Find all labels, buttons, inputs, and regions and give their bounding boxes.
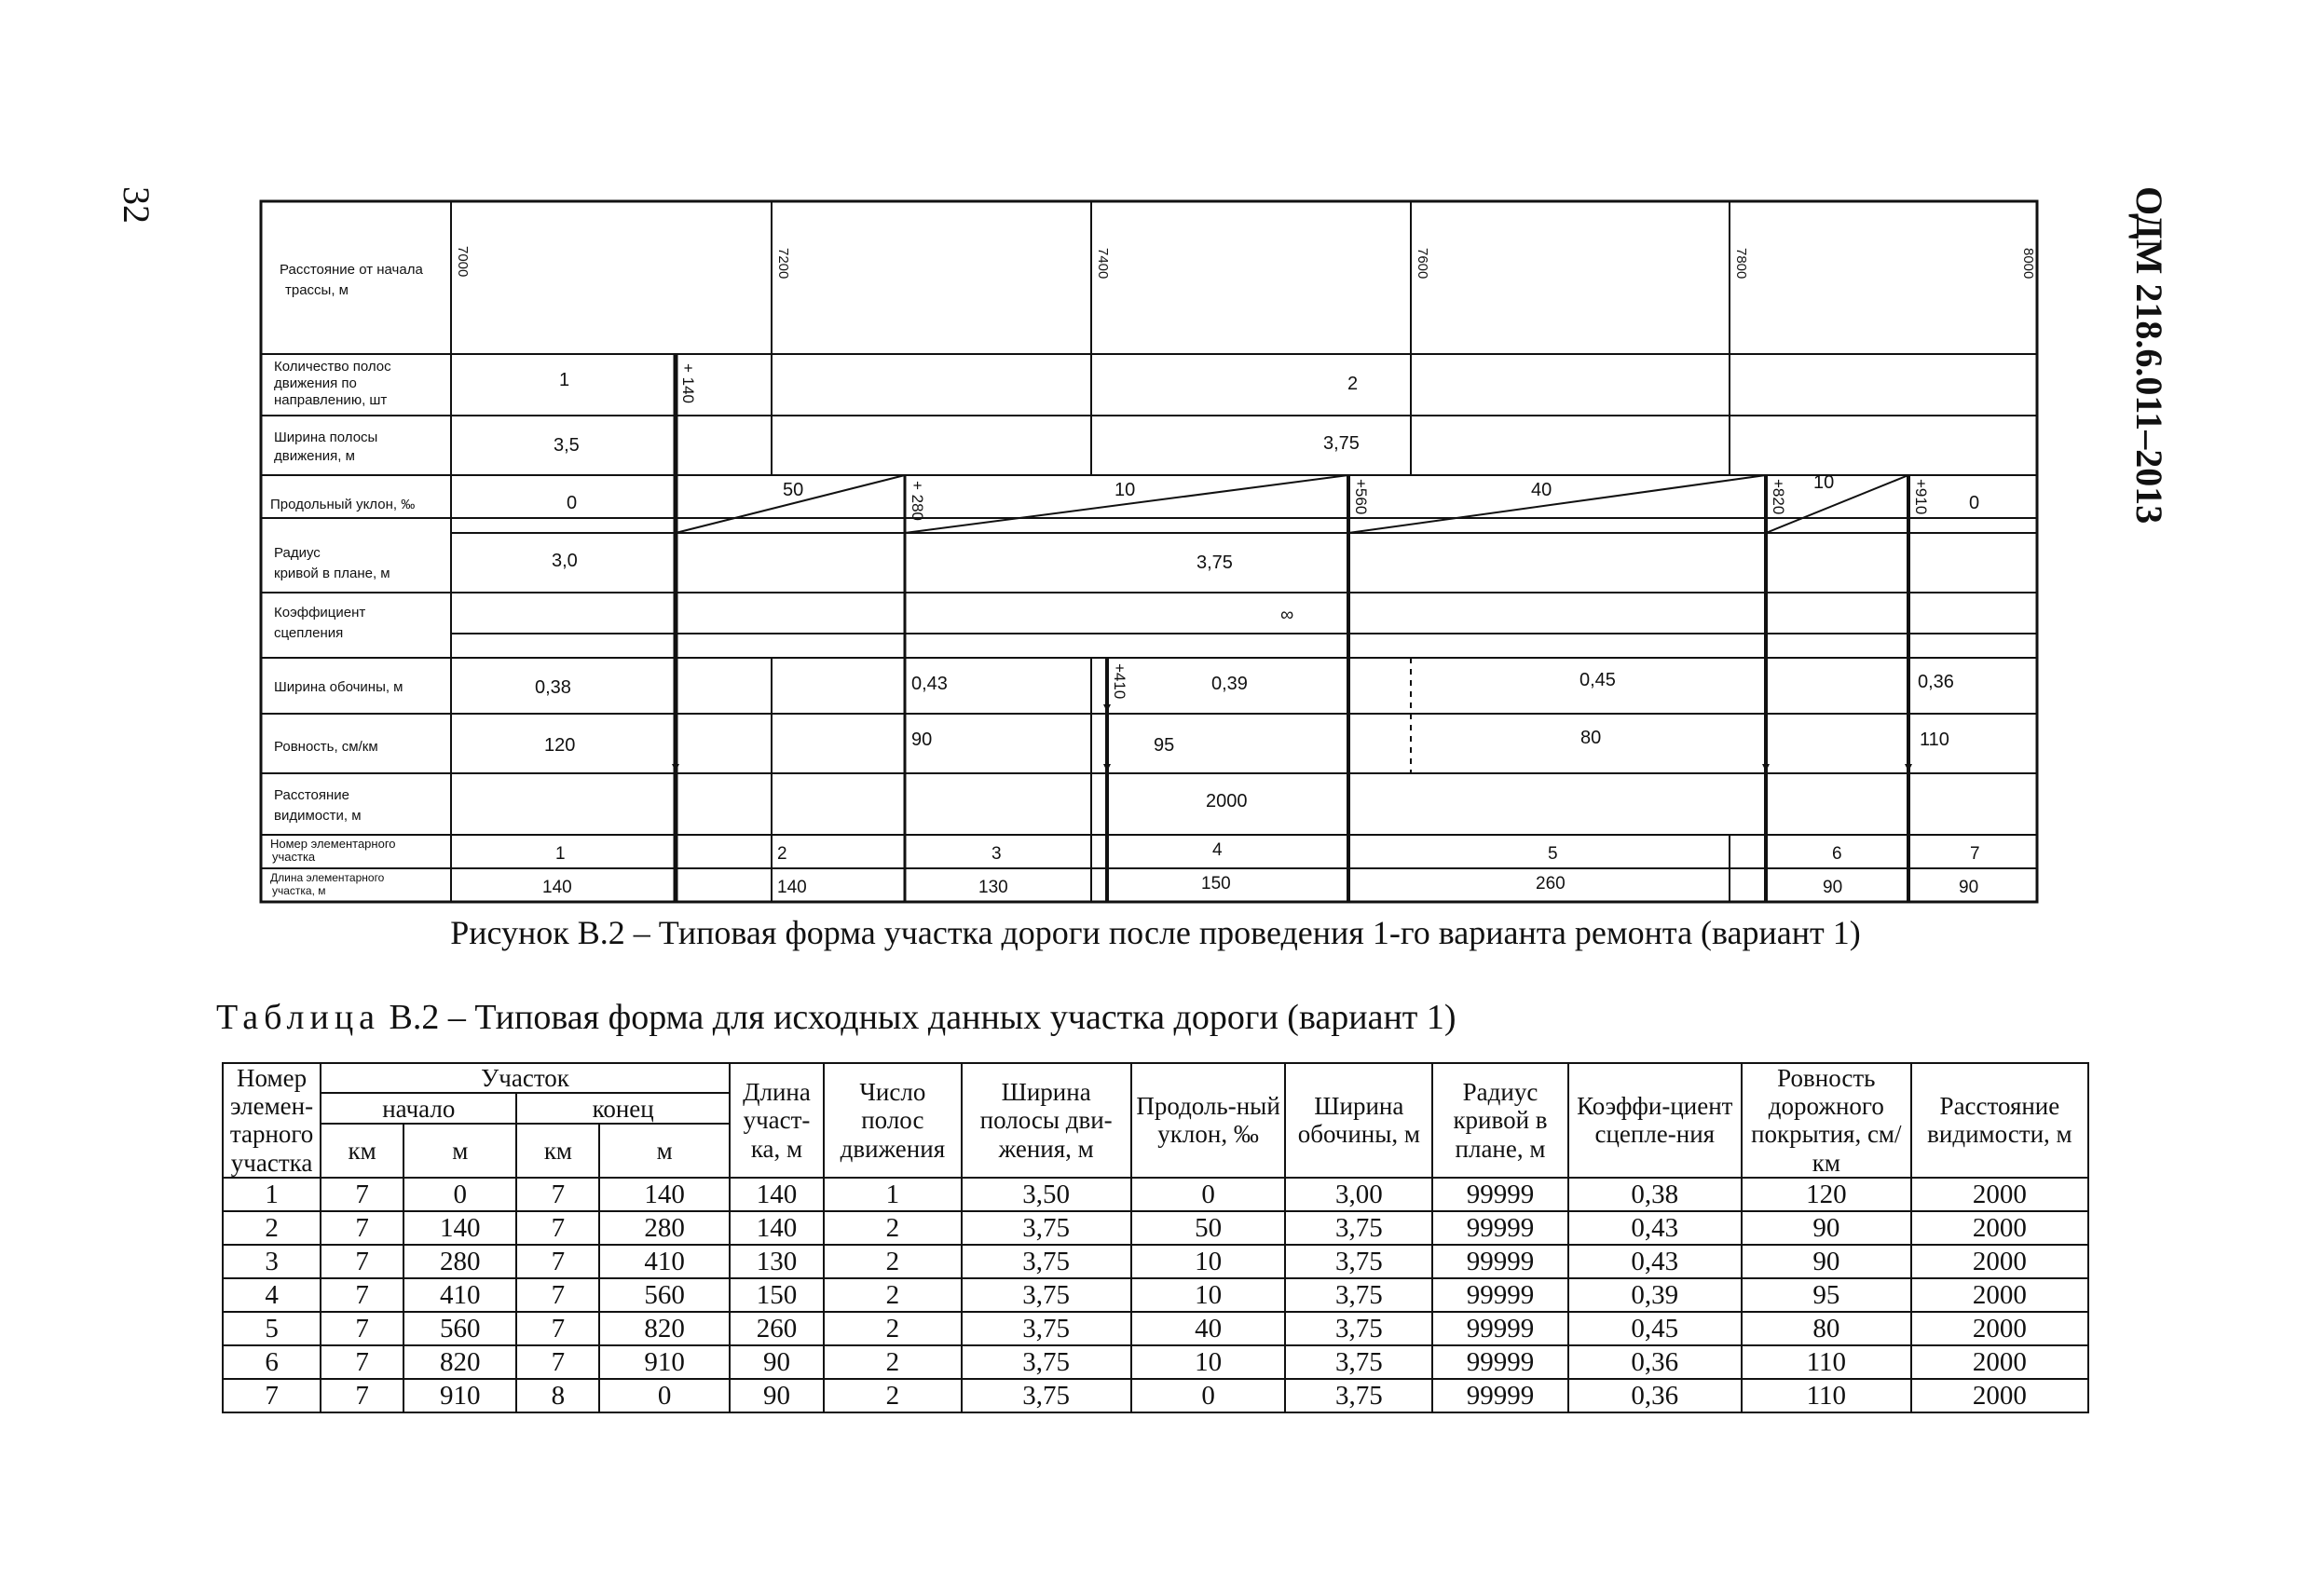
road-section-diagram [259, 192, 2039, 905]
cell-end-km: 7 [516, 1345, 599, 1379]
cell-segment-no: 7 [223, 1379, 321, 1412]
document-code: ОДМ 218.6.011–2013 [2128, 186, 2170, 525]
table-row [223, 1278, 2088, 1312]
cell-end-m: 820 [599, 1312, 730, 1345]
segment-number: 2 [777, 844, 787, 864]
roughness-value: 120 [544, 735, 576, 756]
cell-end-m: 280 [599, 1211, 730, 1245]
cell-friction: 0,39 [1568, 1278, 1742, 1312]
row-label-shoulder: Ширина обочины, м [274, 679, 403, 695]
cell-start-km: 7 [321, 1211, 403, 1245]
cell-length: 260 [730, 1312, 824, 1345]
lane-width-value: 3,75 [1323, 433, 1360, 454]
source-data-table [222, 1062, 2089, 1413]
cell-visibility: 2000 [1911, 1379, 2088, 1412]
cell-length: 130 [730, 1245, 824, 1278]
table-title-text: В.2 – Типовая форма для исходных данных участка дороги (вариант 1) [389, 998, 1456, 1037]
lanes-value: 1 [559, 370, 570, 390]
cell-roughness: 95 [1742, 1278, 1911, 1312]
change-mark: +410 [1111, 663, 1128, 700]
radius-value: 3,75 [1197, 552, 1233, 573]
shoulder-value: 0,36 [1918, 672, 1954, 692]
segment-number: 3 [991, 844, 1002, 864]
header-lanes: Число полос движения [824, 1063, 962, 1178]
segment-number: 5 [1548, 844, 1558, 864]
cell-radius: 99999 [1432, 1211, 1568, 1245]
distance-mark: 7400 [1095, 248, 1111, 280]
row-label-roughness: Ровность, см/км [274, 739, 378, 755]
header-end-m: м [599, 1124, 730, 1178]
header-shoulder: Ширина обочины, м [1285, 1063, 1432, 1178]
cell-slope: 10 [1131, 1245, 1286, 1278]
radius-value: 3,0 [552, 551, 578, 571]
header-lane-width: Ширина полосы дви-жения, м [962, 1063, 1131, 1178]
segment-length: 150 [1201, 874, 1231, 893]
cell-radius: 99999 [1432, 1278, 1568, 1312]
cell-start-km: 7 [321, 1345, 403, 1379]
cell-end-km: 7 [516, 1278, 599, 1312]
cell-shoulder: 3,75 [1285, 1312, 1432, 1345]
distance-mark: 7600 [1415, 248, 1430, 280]
cell-start-m: 0 [403, 1178, 516, 1211]
table-row [223, 1211, 2088, 1245]
cell-start-km: 7 [321, 1278, 403, 1312]
cell-slope: 0 [1131, 1178, 1286, 1211]
distance-mark: 7200 [775, 248, 791, 280]
distance-mark: 7800 [1733, 248, 1749, 280]
cell-lane-width: 3,75 [962, 1345, 1131, 1379]
header-start-km: км [321, 1124, 403, 1178]
roughness-value: 90 [911, 730, 933, 750]
cell-length: 150 [730, 1278, 824, 1312]
row-label-slope: Продольный уклон, ‰ [270, 497, 416, 512]
cell-friction: 0,43 [1568, 1245, 1742, 1278]
table-row [223, 1312, 2088, 1345]
cell-visibility: 2000 [1911, 1278, 2088, 1312]
shoulder-value: 0,45 [1579, 670, 1616, 690]
lane-width-value: 3,5 [554, 435, 580, 456]
cell-radius: 99999 [1432, 1312, 1568, 1345]
slope-value: 10 [1114, 480, 1136, 500]
row-label-visibility: Расстояние видимости, м [274, 787, 362, 824]
header-visibility: Расстояние видимости, м [1911, 1063, 2088, 1178]
slope-value: 50 [783, 480, 804, 500]
cell-slope: 50 [1131, 1211, 1286, 1245]
figure-caption: Рисунок В.2 – Типовая форма участка дороги после проведения 1-го варианта ремонта (вариант 1) [450, 914, 1861, 951]
cell-segment-no: 5 [223, 1312, 321, 1345]
cell-lanes: 2 [824, 1379, 962, 1412]
distance-mark: 7000 [455, 246, 471, 278]
cell-roughness: 110 [1742, 1345, 1911, 1379]
cell-end-km: 7 [516, 1178, 599, 1211]
cell-lane-width: 3,75 [962, 1379, 1131, 1412]
header-start-m: м [403, 1124, 516, 1178]
cell-segment-no: 3 [223, 1245, 321, 1278]
cell-roughness: 80 [1742, 1312, 1911, 1345]
cell-friction: 0,43 [1568, 1211, 1742, 1245]
cell-lanes: 2 [824, 1278, 962, 1312]
header-radius: Радиус кривой в плане, м [1432, 1063, 1568, 1178]
cell-lanes: 2 [824, 1245, 962, 1278]
cell-radius: 99999 [1432, 1178, 1568, 1211]
header-start: начало [321, 1093, 516, 1123]
arrow-down-icon [1762, 764, 1770, 771]
segment-length: 140 [777, 878, 807, 897]
cell-end-m: 560 [599, 1278, 730, 1312]
cell-length: 140 [730, 1178, 824, 1211]
segment-number: 7 [1970, 844, 1980, 864]
cell-lane-width: 3,75 [962, 1278, 1131, 1312]
cell-lanes: 1 [824, 1178, 962, 1211]
segment-number: 4 [1212, 840, 1223, 860]
distance-mark: 8000 [2020, 248, 2036, 280]
header-friction: Коэффи-циент сцепле-ния [1568, 1063, 1742, 1178]
cell-start-m: 560 [403, 1312, 516, 1345]
diagram-svg [259, 192, 2039, 905]
cell-start-km: 7 [321, 1245, 403, 1278]
cell-start-m: 280 [403, 1245, 516, 1278]
cell-roughness: 120 [1742, 1178, 1911, 1211]
row-label-distance: Расстояние от начала трассы, м [280, 262, 423, 298]
arrow-down-icon [1103, 704, 1111, 712]
shoulder-value: 0,38 [535, 677, 571, 698]
arrow-down-icon [1103, 764, 1111, 771]
table-row [223, 1245, 2088, 1278]
change-mark: +560 [1352, 479, 1370, 515]
cell-visibility: 2000 [1911, 1211, 2088, 1245]
change-mark: + 140 [679, 363, 697, 404]
distance-marks [455, 246, 2036, 279]
lanes-value: 2 [1347, 374, 1359, 394]
table-row [223, 1345, 2088, 1379]
arrow-down-icon [672, 764, 679, 771]
cell-slope: 40 [1131, 1312, 1286, 1345]
cell-start-m: 910 [403, 1379, 516, 1412]
arrow-down-icon [1905, 764, 1912, 771]
cell-friction: 0,45 [1568, 1312, 1742, 1345]
cell-visibility: 2000 [1911, 1345, 2088, 1379]
change-mark: +910 [1912, 479, 1930, 515]
cell-visibility: 2000 [1911, 1312, 2088, 1345]
segment-length: 90 [1823, 878, 1843, 897]
cell-end-m: 910 [599, 1345, 730, 1379]
cell-shoulder: 3,00 [1285, 1178, 1432, 1211]
slope-value: 0 [1969, 493, 1980, 513]
cell-lanes: 2 [824, 1211, 962, 1245]
cell-segment-no: 6 [223, 1345, 321, 1379]
cell-friction: 0,36 [1568, 1345, 1742, 1379]
segment-length: 260 [1536, 874, 1566, 893]
cell-shoulder: 3,75 [1285, 1379, 1432, 1412]
row-label-lane-width: Ширина полосы движения, м [274, 430, 378, 464]
cell-end-km: 8 [516, 1379, 599, 1412]
cell-end-m: 410 [599, 1245, 730, 1278]
cell-radius: 99999 [1432, 1345, 1568, 1379]
cell-segment-no: 2 [223, 1211, 321, 1245]
cell-friction: 0,36 [1568, 1379, 1742, 1412]
cell-start-km: 7 [321, 1379, 403, 1412]
cell-lane-width: 3,75 [962, 1211, 1131, 1245]
header-slope: Продоль-ный уклон, ‰ [1131, 1063, 1286, 1178]
page-number: 32 [116, 186, 157, 224]
row-label-friction: Коэффициент сцепления [274, 605, 366, 641]
cell-segment-no: 4 [223, 1278, 321, 1312]
cell-lanes: 2 [824, 1345, 962, 1379]
roughness-value: 95 [1154, 735, 1175, 756]
table-row [223, 1379, 2088, 1412]
cell-end-m: 0 [599, 1379, 730, 1412]
cell-segment-no: 1 [223, 1178, 321, 1211]
header-end: конец [516, 1093, 730, 1123]
cell-shoulder: 3,75 [1285, 1245, 1432, 1278]
cell-shoulder: 3,75 [1285, 1345, 1432, 1379]
table-title-label: Таблица [216, 998, 381, 1037]
cell-end-km: 7 [516, 1312, 599, 1345]
cell-shoulder: 3,75 [1285, 1211, 1432, 1245]
header-length: Длина участ-ка, м [730, 1063, 824, 1178]
row-label-radius: Радиус кривой в плане, м [274, 545, 390, 581]
shoulder-value: 0,39 [1211, 674, 1248, 694]
cell-start-m: 410 [403, 1278, 516, 1312]
header-segment-no: Номер элемен-тарного участка [223, 1063, 321, 1178]
cell-slope: 10 [1131, 1278, 1286, 1312]
slope-value: 10 [1813, 472, 1835, 493]
cell-lane-width: 3,50 [962, 1178, 1131, 1211]
slope-value: 0 [567, 493, 578, 513]
cell-start-m: 820 [403, 1345, 516, 1379]
segment-length: 90 [1959, 878, 1979, 897]
cell-visibility: 2000 [1911, 1245, 2088, 1278]
cell-end-m: 140 [599, 1178, 730, 1211]
cell-roughness: 90 [1742, 1245, 1911, 1278]
change-marks [679, 363, 1930, 699]
friction-value: ∞ [1280, 605, 1294, 625]
cell-slope: 10 [1131, 1345, 1286, 1379]
change-mark: + 280 [909, 481, 926, 522]
segment-length: 130 [978, 878, 1008, 897]
row-label-lanes: Количество полос движения по направлению, шт [274, 359, 391, 408]
shoulder-value: 0,43 [911, 674, 948, 694]
cell-start-km: 7 [321, 1178, 403, 1211]
cell-lanes: 2 [824, 1312, 962, 1345]
header-end-km: км [516, 1124, 599, 1178]
cell-end-km: 7 [516, 1245, 599, 1278]
cell-slope: 0 [1131, 1379, 1286, 1412]
roughness-value: 80 [1580, 728, 1602, 748]
cell-lane-width: 3,75 [962, 1312, 1131, 1345]
cell-length: 90 [730, 1379, 824, 1412]
cell-shoulder: 3,75 [1285, 1278, 1432, 1312]
diagram-values [535, 370, 1979, 812]
cell-end-km: 7 [516, 1211, 599, 1245]
header-roughness: Ровность дорожного покрытия, см/км [1742, 1063, 1911, 1178]
segment-length: 140 [542, 878, 572, 897]
header-section: Участок [321, 1063, 730, 1093]
cell-radius: 99999 [1432, 1245, 1568, 1278]
slope-value: 40 [1531, 480, 1552, 500]
cell-friction: 0,38 [1568, 1178, 1742, 1211]
row-labels [270, 262, 427, 897]
roughness-value: 110 [1920, 730, 1949, 750]
cell-start-m: 140 [403, 1211, 516, 1245]
cell-length: 90 [730, 1345, 824, 1379]
visibility-value: 2000 [1206, 791, 1248, 812]
cell-start-km: 7 [321, 1312, 403, 1345]
cell-roughness: 110 [1742, 1379, 1911, 1412]
row-label-segment-length: Длина элементарного участка, м [270, 871, 385, 897]
cell-radius: 99999 [1432, 1379, 1568, 1412]
change-mark: +820 [1770, 479, 1787, 515]
segment-number: 1 [555, 844, 566, 864]
cell-roughness: 90 [1742, 1211, 1911, 1245]
cell-visibility: 2000 [1911, 1178, 2088, 1211]
cell-lane-width: 3,75 [962, 1245, 1131, 1278]
segment-number: 6 [1832, 844, 1842, 864]
row-label-segment-number: Номер элементарного участка [270, 837, 396, 864]
cell-length: 140 [730, 1211, 824, 1245]
table-row [223, 1178, 2088, 1211]
table-title [216, 997, 1456, 1038]
table-body [223, 1178, 2088, 1412]
